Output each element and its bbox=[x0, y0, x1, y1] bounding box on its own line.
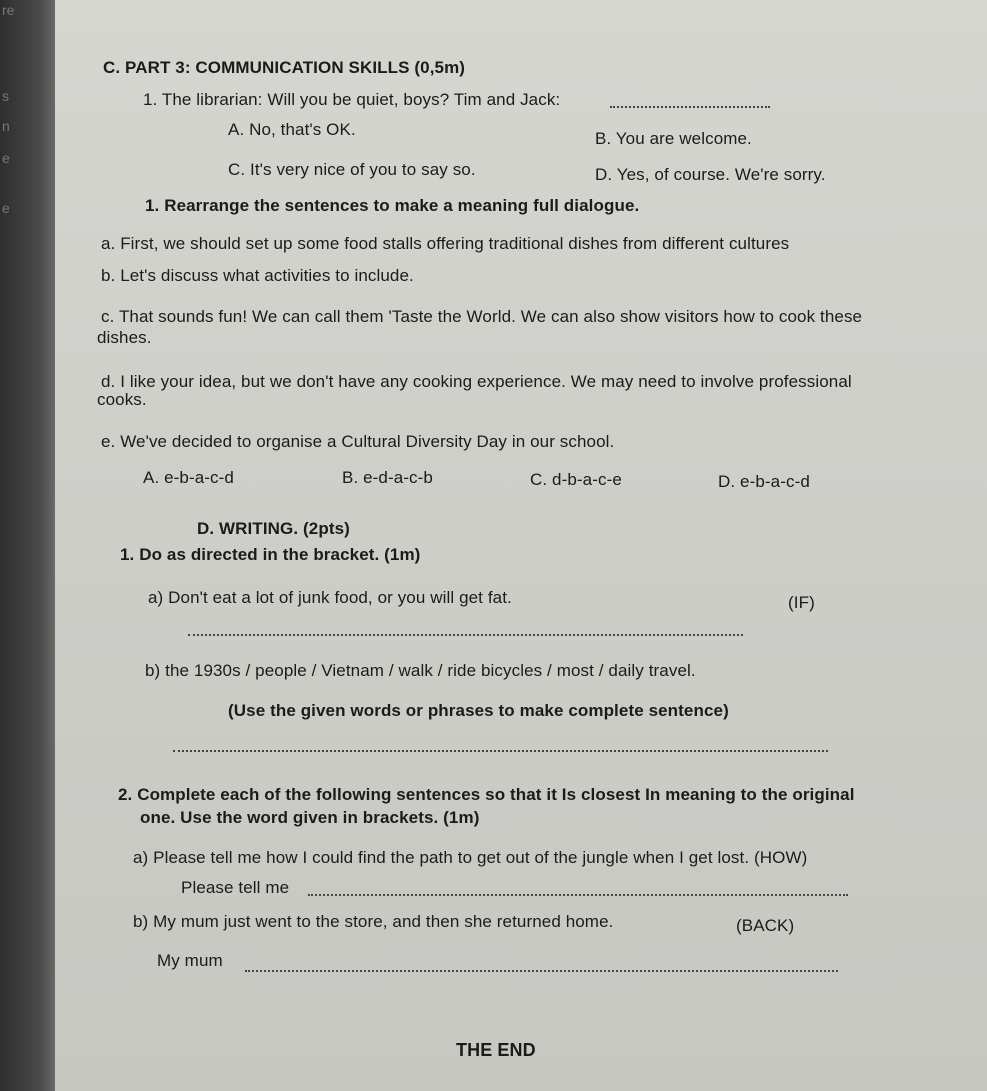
writing-q2a-answer-blank[interactable] bbox=[308, 894, 848, 896]
writing-q1a-hint: (IF) bbox=[788, 593, 815, 612]
writing-heading: D. WRITING. (2pts) bbox=[197, 519, 350, 538]
q1-option-a: A. No, that's OK. bbox=[228, 120, 356, 139]
rearrange-title: 1. Rearrange the sentences to make a meaning full dialogue. bbox=[145, 196, 640, 215]
the-end-label: THE END bbox=[456, 1040, 536, 1060]
writing-q2-title: 2. Complete each of the following sentences so that it Is closest In meaning to the original bbox=[118, 785, 855, 804]
writing-q2a: a) Please tell me how I could find the path to get out of the jungle when I get lost. (HOW) bbox=[133, 848, 808, 867]
writing-q2b-answer-blank[interactable] bbox=[245, 970, 838, 972]
edge-mark: e bbox=[2, 150, 10, 166]
dialogue-line-c: c. That sounds fun! We can call them 'Taste the World. We can also show visitors how to cook these bbox=[101, 307, 863, 326]
rearrange-option-a: A. e-b-a-c-d bbox=[143, 468, 234, 487]
edge-mark: re bbox=[2, 2, 15, 18]
writing-q2-title-cont: one. Use the word given in brackets. (1m) bbox=[140, 808, 480, 827]
writing-q2b: b) My mum just went to the store, and then she returned home. bbox=[133, 912, 614, 931]
dialogue-line-c-cont: dishes. bbox=[97, 328, 152, 347]
dialogue-line-d: d. I like your idea, but we don't have any cooking experience. We may need to involve professional bbox=[101, 372, 852, 391]
q1-option-b: B. You are welcome. bbox=[595, 129, 752, 148]
writing-q2b-start: My mum bbox=[157, 951, 223, 970]
edge-mark: s bbox=[2, 88, 9, 104]
writing-q1b: b) the 1930s / people / Vietnam / walk / ride bicycles / most / daily travel. bbox=[145, 661, 696, 680]
dialogue-line-b: b. Let's discuss what activities to include. bbox=[101, 266, 414, 285]
writing-q1-title: 1. Do as directed in the bracket. (1m) bbox=[120, 545, 421, 564]
writing-q2a-start: Please tell me bbox=[181, 878, 290, 897]
q1-option-d: D. Yes, of course. We're sorry. bbox=[595, 165, 826, 184]
writing-q1a-answer-blank[interactable] bbox=[188, 634, 743, 636]
writing-q2b-hint: (BACK) bbox=[736, 916, 795, 935]
dialogue-line-d-cont: cooks. bbox=[97, 390, 147, 409]
rearrange-option-d: D. e-b-a-c-d bbox=[718, 472, 810, 491]
dialogue-line-e: e. We've decided to organise a Cultural Diversity Day in our school. bbox=[101, 432, 615, 451]
q1-option-c: C. It's very nice of you to say so. bbox=[228, 160, 476, 179]
rearrange-option-c: C. d-b-a-c-e bbox=[530, 470, 622, 489]
edge-mark: e bbox=[2, 200, 10, 216]
answer-blank[interactable] bbox=[610, 106, 770, 108]
writing-q1a: a) Don't eat a lot of junk food, or you will get fat. bbox=[148, 588, 512, 607]
question-1-stem: 1. The librarian: Will you be quiet, boys? Tim and Jack: bbox=[143, 90, 561, 109]
part3-heading: C. PART 3: COMMUNICATION SKILLS (0,5m) bbox=[103, 58, 466, 77]
rearrange-option-b: B. e-d-a-c-b bbox=[342, 468, 433, 487]
writing-q1b-hint: (Use the given words or phrases to make complete sentence) bbox=[228, 701, 729, 720]
dialogue-line-a: a. First, we should set up some food stalls offering traditional dishes from different cultures bbox=[101, 234, 790, 253]
writing-q1b-answer-blank[interactable] bbox=[173, 750, 828, 752]
edge-mark: n bbox=[2, 118, 10, 134]
